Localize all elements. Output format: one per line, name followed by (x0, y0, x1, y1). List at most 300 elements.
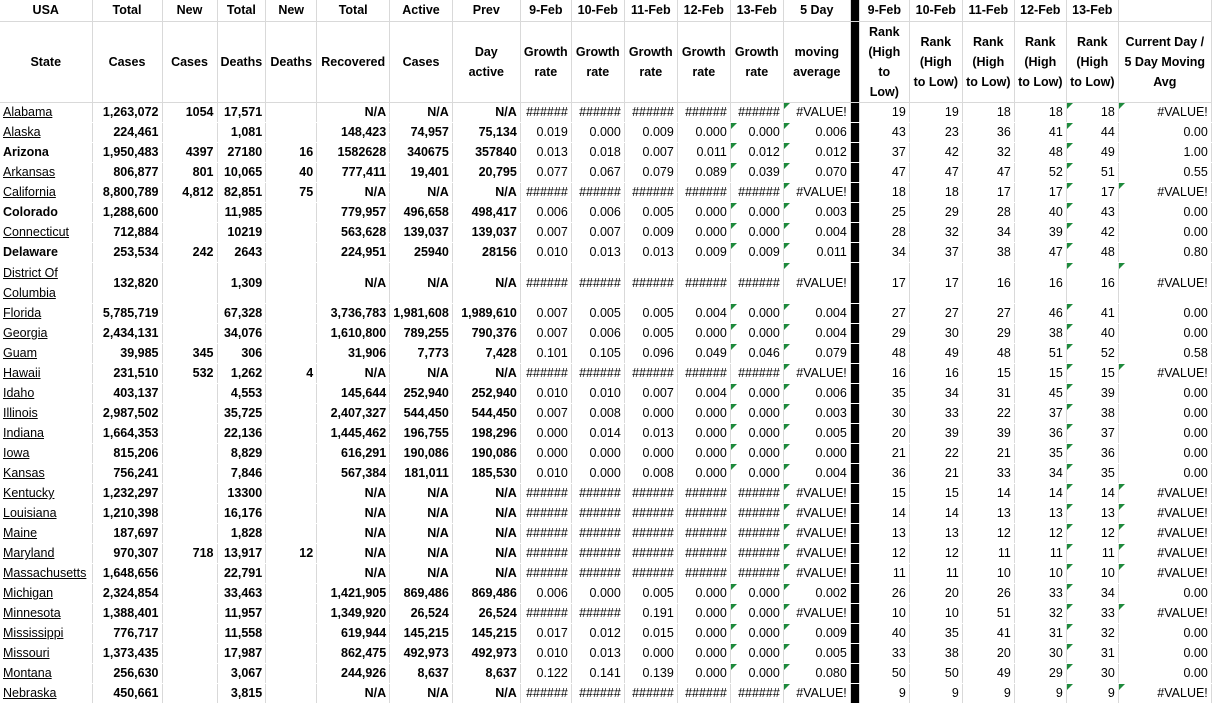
cell-total-deaths[interactable]: 11,558 (217, 624, 266, 644)
cell-total-cases[interactable]: 756,241 (92, 464, 162, 484)
cell-rank-10feb[interactable]: 16 (909, 364, 962, 384)
cell-state[interactable]: Illinois (0, 404, 92, 424)
cell-growth-9feb[interactable]: ###### (520, 364, 571, 384)
cell-rank-13feb[interactable]: 11 (1066, 544, 1118, 564)
cell-active-cases[interactable]: 145,215 (390, 624, 453, 644)
cell-rank-13feb[interactable]: 35 (1066, 464, 1118, 484)
cell-growth-12feb[interactable]: ###### (677, 524, 730, 544)
cell-growth-9feb[interactable]: 0.122 (520, 664, 571, 684)
cell-prev-day-active[interactable]: 869,486 (452, 584, 520, 604)
column-header-growth-9feb[interactable]: Growth rate (520, 22, 571, 103)
cell-rank-13feb[interactable]: 9 (1066, 684, 1118, 704)
cell-growth-11feb[interactable]: 0.191 (624, 604, 677, 624)
cell-growth-10feb[interactable]: 0.000 (571, 444, 624, 464)
cell-rank-12feb[interactable]: 16 (1014, 263, 1066, 304)
cell-growth-12feb[interactable]: 0.004 (677, 384, 730, 404)
cell-rank-9feb[interactable]: 17 (859, 263, 909, 304)
cell-moving-average[interactable]: 0.004 (783, 304, 850, 324)
cell-rank-10feb[interactable]: 18 (909, 183, 962, 203)
cell-state[interactable]: Missouri (0, 644, 92, 664)
cell-total-deaths[interactable]: 82,851 (217, 183, 266, 203)
cell-moving-average[interactable]: 0.000 (783, 444, 850, 464)
cell-growth-13feb[interactable]: 0.012 (730, 143, 783, 163)
cell-new-deaths[interactable]: 4 (266, 364, 317, 384)
column-header-prev-day-active[interactable]: Prev (452, 0, 520, 22)
cell-growth-12feb[interactable]: ###### (677, 684, 730, 704)
cell-rank-9feb[interactable]: 48 (859, 344, 909, 364)
cell-rank-13feb[interactable]: 13 (1066, 504, 1118, 524)
cell-active-cases[interactable]: 496,658 (390, 203, 453, 223)
cell-rank-9feb[interactable]: 12 (859, 544, 909, 564)
cell-active-cases[interactable]: 492,973 (390, 644, 453, 664)
cell-active-cases[interactable]: 25940 (390, 243, 453, 263)
cell-rank-10feb[interactable]: 12 (909, 544, 962, 564)
cell-total-recovered[interactable]: N/A (317, 564, 390, 584)
cell-rank-9feb[interactable]: 9 (859, 684, 909, 704)
cell-growth-10feb[interactable]: ###### (571, 103, 624, 123)
cell-moving-average[interactable]: #VALUE! (783, 524, 850, 544)
cell-rank-12feb[interactable]: 18 (1014, 103, 1066, 123)
cell-rank-12feb[interactable]: 37 (1014, 404, 1066, 424)
cell-growth-11feb[interactable]: 0.005 (624, 324, 677, 344)
cell-active-cases[interactable]: N/A (390, 364, 453, 384)
column-header-rank-9feb[interactable]: Rank (High to Low) (859, 22, 909, 103)
cell-rank-13feb[interactable]: 32 (1066, 624, 1118, 644)
cell-current-vs-avg[interactable]: 0.00 (1118, 404, 1211, 424)
cell-growth-12feb[interactable]: 0.000 (677, 464, 730, 484)
cell-active-cases[interactable]: 190,086 (390, 444, 453, 464)
cell-rank-12feb[interactable]: 29 (1014, 664, 1066, 684)
cell-moving-average[interactable]: 0.080 (783, 664, 850, 684)
cell-rank-11feb[interactable]: 49 (962, 664, 1014, 684)
cell-growth-9feb[interactable]: 0.077 (520, 163, 571, 183)
cell-prev-day-active[interactable]: N/A (452, 364, 520, 384)
cell-total-cases[interactable]: 1,263,072 (92, 103, 162, 123)
cell-growth-9feb[interactable]: 0.013 (520, 143, 571, 163)
cell-current-vs-avg[interactable]: 0.00 (1118, 223, 1211, 243)
cell-rank-13feb[interactable]: 10 (1066, 564, 1118, 584)
cell-total-cases[interactable]: 8,800,789 (92, 183, 162, 203)
cell-total-recovered[interactable]: 224,951 (317, 243, 390, 263)
cell-new-deaths[interactable] (266, 604, 317, 624)
cell-growth-10feb[interactable]: 0.006 (571, 203, 624, 223)
cell-rank-10feb[interactable]: 37 (909, 243, 962, 263)
cell-growth-9feb[interactable]: 0.019 (520, 123, 571, 143)
cell-growth-10feb[interactable]: 0.018 (571, 143, 624, 163)
cell-growth-10feb[interactable]: ###### (571, 183, 624, 203)
cell-prev-day-active[interactable]: 20,795 (452, 163, 520, 183)
cell-growth-13feb[interactable]: 0.000 (730, 584, 783, 604)
cell-growth-9feb[interactable]: ###### (520, 263, 571, 304)
cell-growth-9feb[interactable]: ###### (520, 604, 571, 624)
cell-rank-11feb[interactable]: 17 (962, 183, 1014, 203)
cell-growth-13feb[interactable]: 0.039 (730, 163, 783, 183)
cell-total-recovered[interactable]: 31,906 (317, 344, 390, 364)
cell-rank-11feb[interactable]: 47 (962, 163, 1014, 183)
cell-rank-11feb[interactable]: 51 (962, 604, 1014, 624)
cell-rank-13feb[interactable]: 36 (1066, 444, 1118, 464)
cell-rank-11feb[interactable]: 10 (962, 564, 1014, 584)
column-header-new-cases[interactable]: New (162, 0, 217, 22)
cell-rank-12feb[interactable]: 30 (1014, 644, 1066, 664)
cell-active-cases[interactable]: N/A (390, 504, 453, 524)
cell-rank-13feb[interactable]: 18 (1066, 103, 1118, 123)
column-header-new-cases[interactable]: Cases (162, 22, 217, 103)
cell-rank-11feb[interactable]: 28 (962, 203, 1014, 223)
cell-growth-12feb[interactable]: 0.000 (677, 424, 730, 444)
cell-total-recovered[interactable]: 777,411 (317, 163, 390, 183)
cell-rank-12feb[interactable]: 11 (1014, 544, 1066, 564)
cell-rank-9feb[interactable]: 16 (859, 364, 909, 384)
cell-growth-11feb[interactable]: ###### (624, 103, 677, 123)
cell-rank-10feb[interactable]: 19 (909, 103, 962, 123)
cell-growth-10feb[interactable]: ###### (571, 263, 624, 304)
cell-growth-10feb[interactable]: 0.000 (571, 584, 624, 604)
cell-total-recovered[interactable]: 779,957 (317, 203, 390, 223)
cell-prev-day-active[interactable]: 139,037 (452, 223, 520, 243)
cell-moving-average[interactable]: #VALUE! (783, 364, 850, 384)
column-header-active-cases[interactable]: Active (390, 0, 453, 22)
cell-rank-13feb[interactable]: 12 (1066, 524, 1118, 544)
cell-growth-12feb[interactable]: 0.000 (677, 123, 730, 143)
cell-rank-12feb[interactable]: 15 (1014, 364, 1066, 384)
cell-growth-11feb[interactable]: 0.009 (624, 123, 677, 143)
cell-new-cases[interactable] (162, 584, 217, 604)
cell-rank-13feb[interactable]: 31 (1066, 644, 1118, 664)
cell-rank-10feb[interactable]: 47 (909, 163, 962, 183)
cell-moving-average[interactable]: 0.006 (783, 384, 850, 404)
cell-new-deaths[interactable] (266, 464, 317, 484)
cell-rank-10feb[interactable]: 29 (909, 203, 962, 223)
cell-active-cases[interactable]: 196,755 (390, 424, 453, 444)
cell-active-cases[interactable]: 26,524 (390, 604, 453, 624)
cell-new-deaths[interactable] (266, 664, 317, 684)
cell-current-vs-avg[interactable]: 0.00 (1118, 304, 1211, 324)
cell-growth-11feb[interactable]: 0.008 (624, 464, 677, 484)
cell-total-deaths[interactable]: 33,463 (217, 584, 266, 604)
cell-rank-9feb[interactable]: 28 (859, 223, 909, 243)
cell-total-cases[interactable]: 132,820 (92, 263, 162, 304)
cell-rank-10feb[interactable]: 11 (909, 564, 962, 584)
cell-prev-day-active[interactable]: N/A (452, 564, 520, 584)
cell-growth-9feb[interactable]: ###### (520, 544, 571, 564)
cell-rank-9feb[interactable]: 26 (859, 584, 909, 604)
cell-total-deaths[interactable]: 3,067 (217, 664, 266, 684)
cell-total-cases[interactable]: 256,630 (92, 664, 162, 684)
cell-rank-12feb[interactable]: 31 (1014, 624, 1066, 644)
cell-growth-10feb[interactable]: ###### (571, 484, 624, 504)
cell-growth-11feb[interactable]: 0.009 (624, 223, 677, 243)
cell-new-deaths[interactable] (266, 304, 317, 324)
cell-growth-9feb[interactable]: ###### (520, 504, 571, 524)
cell-moving-average[interactable]: 0.004 (783, 464, 850, 484)
cell-total-recovered[interactable]: N/A (317, 484, 390, 504)
cell-rank-12feb[interactable]: 12 (1014, 524, 1066, 544)
cell-total-cases[interactable]: 1,664,353 (92, 424, 162, 444)
cell-active-cases[interactable]: 74,957 (390, 123, 453, 143)
cell-state[interactable]: Colorado (0, 203, 92, 223)
cell-new-cases[interactable] (162, 324, 217, 344)
cell-current-vs-avg[interactable]: 0.58 (1118, 344, 1211, 364)
cell-current-vs-avg[interactable]: #VALUE! (1118, 684, 1211, 704)
cell-state[interactable]: Michigan (0, 584, 92, 604)
cell-new-cases[interactable]: 1054 (162, 103, 217, 123)
cell-total-recovered[interactable]: 1,421,905 (317, 584, 390, 604)
column-header-growth-10feb[interactable]: Growth rate (571, 22, 624, 103)
cell-growth-9feb[interactable]: 0.007 (520, 223, 571, 243)
cell-rank-11feb[interactable]: 11 (962, 544, 1014, 564)
cell-rank-13feb[interactable]: 15 (1066, 364, 1118, 384)
cell-state[interactable]: Montana (0, 664, 92, 684)
cell-growth-9feb[interactable]: 0.017 (520, 624, 571, 644)
cell-new-deaths[interactable] (266, 324, 317, 344)
cell-current-vs-avg[interactable]: 0.00 (1118, 664, 1211, 684)
cell-prev-day-active[interactable]: 26,524 (452, 604, 520, 624)
cell-growth-10feb[interactable]: 0.005 (571, 304, 624, 324)
cell-current-vs-avg[interactable]: 1.00 (1118, 143, 1211, 163)
cell-new-deaths[interactable] (266, 624, 317, 644)
cell-total-cases[interactable]: 806,877 (92, 163, 162, 183)
cell-growth-9feb[interactable]: 0.000 (520, 444, 571, 464)
cell-growth-12feb[interactable]: ###### (677, 364, 730, 384)
cell-growth-10feb[interactable]: ###### (571, 604, 624, 624)
cell-growth-11feb[interactable]: ###### (624, 484, 677, 504)
cell-growth-12feb[interactable]: 0.000 (677, 444, 730, 464)
cell-active-cases[interactable]: 789,255 (390, 324, 453, 344)
cell-state[interactable]: Georgia (0, 324, 92, 344)
cell-state[interactable]: Alaska (0, 123, 92, 143)
cell-new-cases[interactable] (162, 384, 217, 404)
cell-prev-day-active[interactable]: N/A (452, 544, 520, 564)
cell-growth-9feb[interactable]: ###### (520, 684, 571, 704)
cell-prev-day-active[interactable]: 185,530 (452, 464, 520, 484)
cell-moving-average[interactable]: 0.079 (783, 344, 850, 364)
column-header-state[interactable]: USA (0, 0, 92, 22)
cell-growth-10feb[interactable]: 0.141 (571, 664, 624, 684)
cell-current-vs-avg[interactable]: #VALUE! (1118, 484, 1211, 504)
cell-growth-9feb[interactable]: ###### (520, 183, 571, 203)
cell-current-vs-avg[interactable]: 0.00 (1118, 464, 1211, 484)
cell-rank-9feb[interactable]: 47 (859, 163, 909, 183)
cell-rank-9feb[interactable]: 29 (859, 324, 909, 344)
cell-active-cases[interactable]: 181,011 (390, 464, 453, 484)
cell-active-cases[interactable]: 252,940 (390, 384, 453, 404)
cell-total-deaths[interactable]: 13300 (217, 484, 266, 504)
column-header-current-vs-avg[interactable]: Current Day / 5 Day Moving Avg (1118, 22, 1211, 103)
cell-total-recovered[interactable]: 619,944 (317, 624, 390, 644)
cell-active-cases[interactable]: N/A (390, 684, 453, 704)
cell-growth-9feb[interactable]: ###### (520, 103, 571, 123)
column-header-growth-13feb[interactable]: Growth rate (730, 22, 783, 103)
column-header-total-recovered[interactable]: Total (317, 0, 390, 22)
cell-growth-13feb[interactable]: 0.000 (730, 123, 783, 143)
cell-current-vs-avg[interactable]: #VALUE! (1118, 564, 1211, 584)
cell-prev-day-active[interactable]: N/A (452, 524, 520, 544)
cell-state[interactable]: Kansas (0, 464, 92, 484)
cell-state[interactable]: Maine (0, 524, 92, 544)
cell-total-recovered[interactable]: 616,291 (317, 444, 390, 464)
cell-active-cases[interactable]: 139,037 (390, 223, 453, 243)
cell-moving-average[interactable]: #VALUE! (783, 484, 850, 504)
cell-rank-11feb[interactable]: 32 (962, 143, 1014, 163)
cell-rank-11feb[interactable]: 21 (962, 444, 1014, 464)
cell-state[interactable]: Delaware (0, 243, 92, 263)
cell-rank-13feb[interactable]: 48 (1066, 243, 1118, 263)
cell-rank-11feb[interactable]: 20 (962, 644, 1014, 664)
cell-growth-13feb[interactable]: 0.009 (730, 243, 783, 263)
cell-new-deaths[interactable]: 16 (266, 143, 317, 163)
cell-growth-11feb[interactable]: 0.000 (624, 444, 677, 464)
cell-rank-12feb[interactable]: 39 (1014, 223, 1066, 243)
cell-total-deaths[interactable]: 2643 (217, 243, 266, 263)
column-header-growth-12feb[interactable]: Growth rate (677, 22, 730, 103)
cell-total-cases[interactable]: 450,661 (92, 684, 162, 704)
cell-rank-9feb[interactable]: 15 (859, 484, 909, 504)
cell-new-cases[interactable] (162, 444, 217, 464)
column-header-rank-10feb[interactable]: 10-Feb (909, 0, 962, 22)
cell-growth-9feb[interactable]: 0.000 (520, 424, 571, 444)
cell-new-cases[interactable] (162, 624, 217, 644)
cell-new-cases[interactable] (162, 484, 217, 504)
cell-new-cases[interactable]: 4,812 (162, 183, 217, 203)
cell-rank-9feb[interactable]: 25 (859, 203, 909, 223)
cell-rank-12feb[interactable]: 10 (1014, 564, 1066, 584)
cell-growth-12feb[interactable]: 0.000 (677, 604, 730, 624)
cell-rank-10feb[interactable]: 49 (909, 344, 962, 364)
cell-new-cases[interactable] (162, 644, 217, 664)
cell-new-deaths[interactable] (266, 384, 317, 404)
column-header-growth-12feb[interactable]: 12-Feb (677, 0, 730, 22)
cell-rank-13feb[interactable]: 49 (1066, 143, 1118, 163)
cell-moving-average[interactable]: 0.005 (783, 424, 850, 444)
cell-rank-10feb[interactable]: 42 (909, 143, 962, 163)
cell-growth-12feb[interactable]: ###### (677, 183, 730, 203)
cell-total-cases[interactable]: 1,232,297 (92, 484, 162, 504)
column-header-total-deaths[interactable]: Total (217, 0, 266, 22)
cell-rank-12feb[interactable]: 36 (1014, 424, 1066, 444)
cell-rank-9feb[interactable]: 35 (859, 384, 909, 404)
cell-current-vs-avg[interactable]: #VALUE! (1118, 103, 1211, 123)
cell-total-cases[interactable]: 1,648,656 (92, 564, 162, 584)
cell-rank-11feb[interactable]: 48 (962, 344, 1014, 364)
cell-new-cases[interactable] (162, 504, 217, 524)
cell-growth-10feb[interactable]: ###### (571, 524, 624, 544)
cell-growth-10feb[interactable]: ###### (571, 684, 624, 704)
cell-active-cases[interactable]: N/A (390, 484, 453, 504)
cell-total-cases[interactable]: 1,373,435 (92, 644, 162, 664)
cell-prev-day-active[interactable]: 790,376 (452, 324, 520, 344)
cell-growth-11feb[interactable]: 0.015 (624, 624, 677, 644)
cell-rank-10feb[interactable]: 32 (909, 223, 962, 243)
cell-new-deaths[interactable]: 75 (266, 183, 317, 203)
cell-new-deaths[interactable] (266, 123, 317, 143)
cell-new-deaths[interactable] (266, 103, 317, 123)
cell-active-cases[interactable]: N/A (390, 564, 453, 584)
column-header-moving-average[interactable]: 5 Day (783, 0, 850, 22)
cell-active-cases[interactable]: 544,450 (390, 404, 453, 424)
cell-prev-day-active[interactable]: N/A (452, 504, 520, 524)
cell-rank-9feb[interactable]: 50 (859, 664, 909, 684)
cell-current-vs-avg[interactable]: 0.00 (1118, 644, 1211, 664)
cell-total-deaths[interactable]: 7,846 (217, 464, 266, 484)
cell-new-deaths[interactable] (266, 444, 317, 464)
cell-moving-average[interactable]: #VALUE! (783, 564, 850, 584)
cell-rank-9feb[interactable]: 30 (859, 404, 909, 424)
cell-state[interactable]: Nebraska (0, 684, 92, 704)
cell-growth-10feb[interactable]: 0.008 (571, 404, 624, 424)
cell-current-vs-avg[interactable]: 0.00 (1118, 624, 1211, 644)
cell-growth-10feb[interactable]: ###### (571, 504, 624, 524)
cell-total-cases[interactable]: 1,388,401 (92, 604, 162, 624)
cell-new-cases[interactable] (162, 524, 217, 544)
cell-total-cases[interactable]: 253,534 (92, 243, 162, 263)
cell-prev-day-active[interactable]: 498,417 (452, 203, 520, 223)
cell-active-cases[interactable]: N/A (390, 263, 453, 304)
cell-growth-9feb[interactable]: 0.007 (520, 304, 571, 324)
cell-rank-12feb[interactable]: 13 (1014, 504, 1066, 524)
cell-growth-10feb[interactable]: 0.014 (571, 424, 624, 444)
cell-rank-10feb[interactable]: 21 (909, 464, 962, 484)
cell-total-recovered[interactable]: N/A (317, 684, 390, 704)
column-header-rank-12feb[interactable]: Rank (High to Low) (1014, 22, 1066, 103)
cell-growth-12feb[interactable]: ###### (677, 564, 730, 584)
cell-rank-11feb[interactable]: 13 (962, 504, 1014, 524)
cell-growth-10feb[interactable]: 0.010 (571, 384, 624, 404)
cell-rank-13feb[interactable]: 34 (1066, 584, 1118, 604)
cell-current-vs-avg[interactable]: #VALUE! (1118, 524, 1211, 544)
cell-prev-day-active[interactable]: 357840 (452, 143, 520, 163)
cell-new-deaths[interactable] (266, 524, 317, 544)
cell-rank-12feb[interactable]: 9 (1014, 684, 1066, 704)
cell-rank-13feb[interactable]: 39 (1066, 384, 1118, 404)
cell-growth-10feb[interactable]: 0.067 (571, 163, 624, 183)
cell-rank-10feb[interactable]: 14 (909, 504, 962, 524)
cell-total-deaths[interactable]: 17,571 (217, 103, 266, 123)
cell-growth-9feb[interactable]: 0.006 (520, 584, 571, 604)
cell-active-cases[interactable]: 1,981,608 (390, 304, 453, 324)
cell-total-cases[interactable]: 187,697 (92, 524, 162, 544)
cell-total-cases[interactable]: 39,985 (92, 344, 162, 364)
cell-total-deaths[interactable]: 22,136 (217, 424, 266, 444)
column-header-total-recovered[interactable]: Recovered (317, 22, 390, 103)
cell-rank-12feb[interactable]: 14 (1014, 484, 1066, 504)
cell-moving-average[interactable]: #VALUE! (783, 103, 850, 123)
column-header-growth-11feb[interactable]: Growth rate (624, 22, 677, 103)
cell-growth-13feb[interactable]: 0.000 (730, 324, 783, 344)
cell-new-deaths[interactable]: 40 (266, 163, 317, 183)
cell-active-cases[interactable]: 7,773 (390, 344, 453, 364)
cell-rank-9feb[interactable]: 10 (859, 604, 909, 624)
cell-growth-12feb[interactable]: 0.000 (677, 644, 730, 664)
cell-new-cases[interactable]: 242 (162, 243, 217, 263)
cell-growth-12feb[interactable]: ###### (677, 484, 730, 504)
cell-total-recovered[interactable]: 148,423 (317, 123, 390, 143)
cell-new-deaths[interactable] (266, 684, 317, 704)
cell-state[interactable]: Alabama (0, 103, 92, 123)
cell-new-deaths[interactable] (266, 564, 317, 584)
cell-prev-day-active[interactable]: 145,215 (452, 624, 520, 644)
cell-rank-12feb[interactable]: 34 (1014, 464, 1066, 484)
cell-state[interactable]: Florida (0, 304, 92, 324)
cell-moving-average[interactable]: 0.006 (783, 123, 850, 143)
column-header-total-cases[interactable]: Cases (92, 22, 162, 103)
cell-rank-13feb[interactable]: 33 (1066, 604, 1118, 624)
cell-rank-11feb[interactable]: 12 (962, 524, 1014, 544)
cell-total-cases[interactable]: 1,288,600 (92, 203, 162, 223)
cell-prev-day-active[interactable]: 190,086 (452, 444, 520, 464)
cell-rank-10feb[interactable]: 38 (909, 644, 962, 664)
cell-rank-12feb[interactable]: 45 (1014, 384, 1066, 404)
